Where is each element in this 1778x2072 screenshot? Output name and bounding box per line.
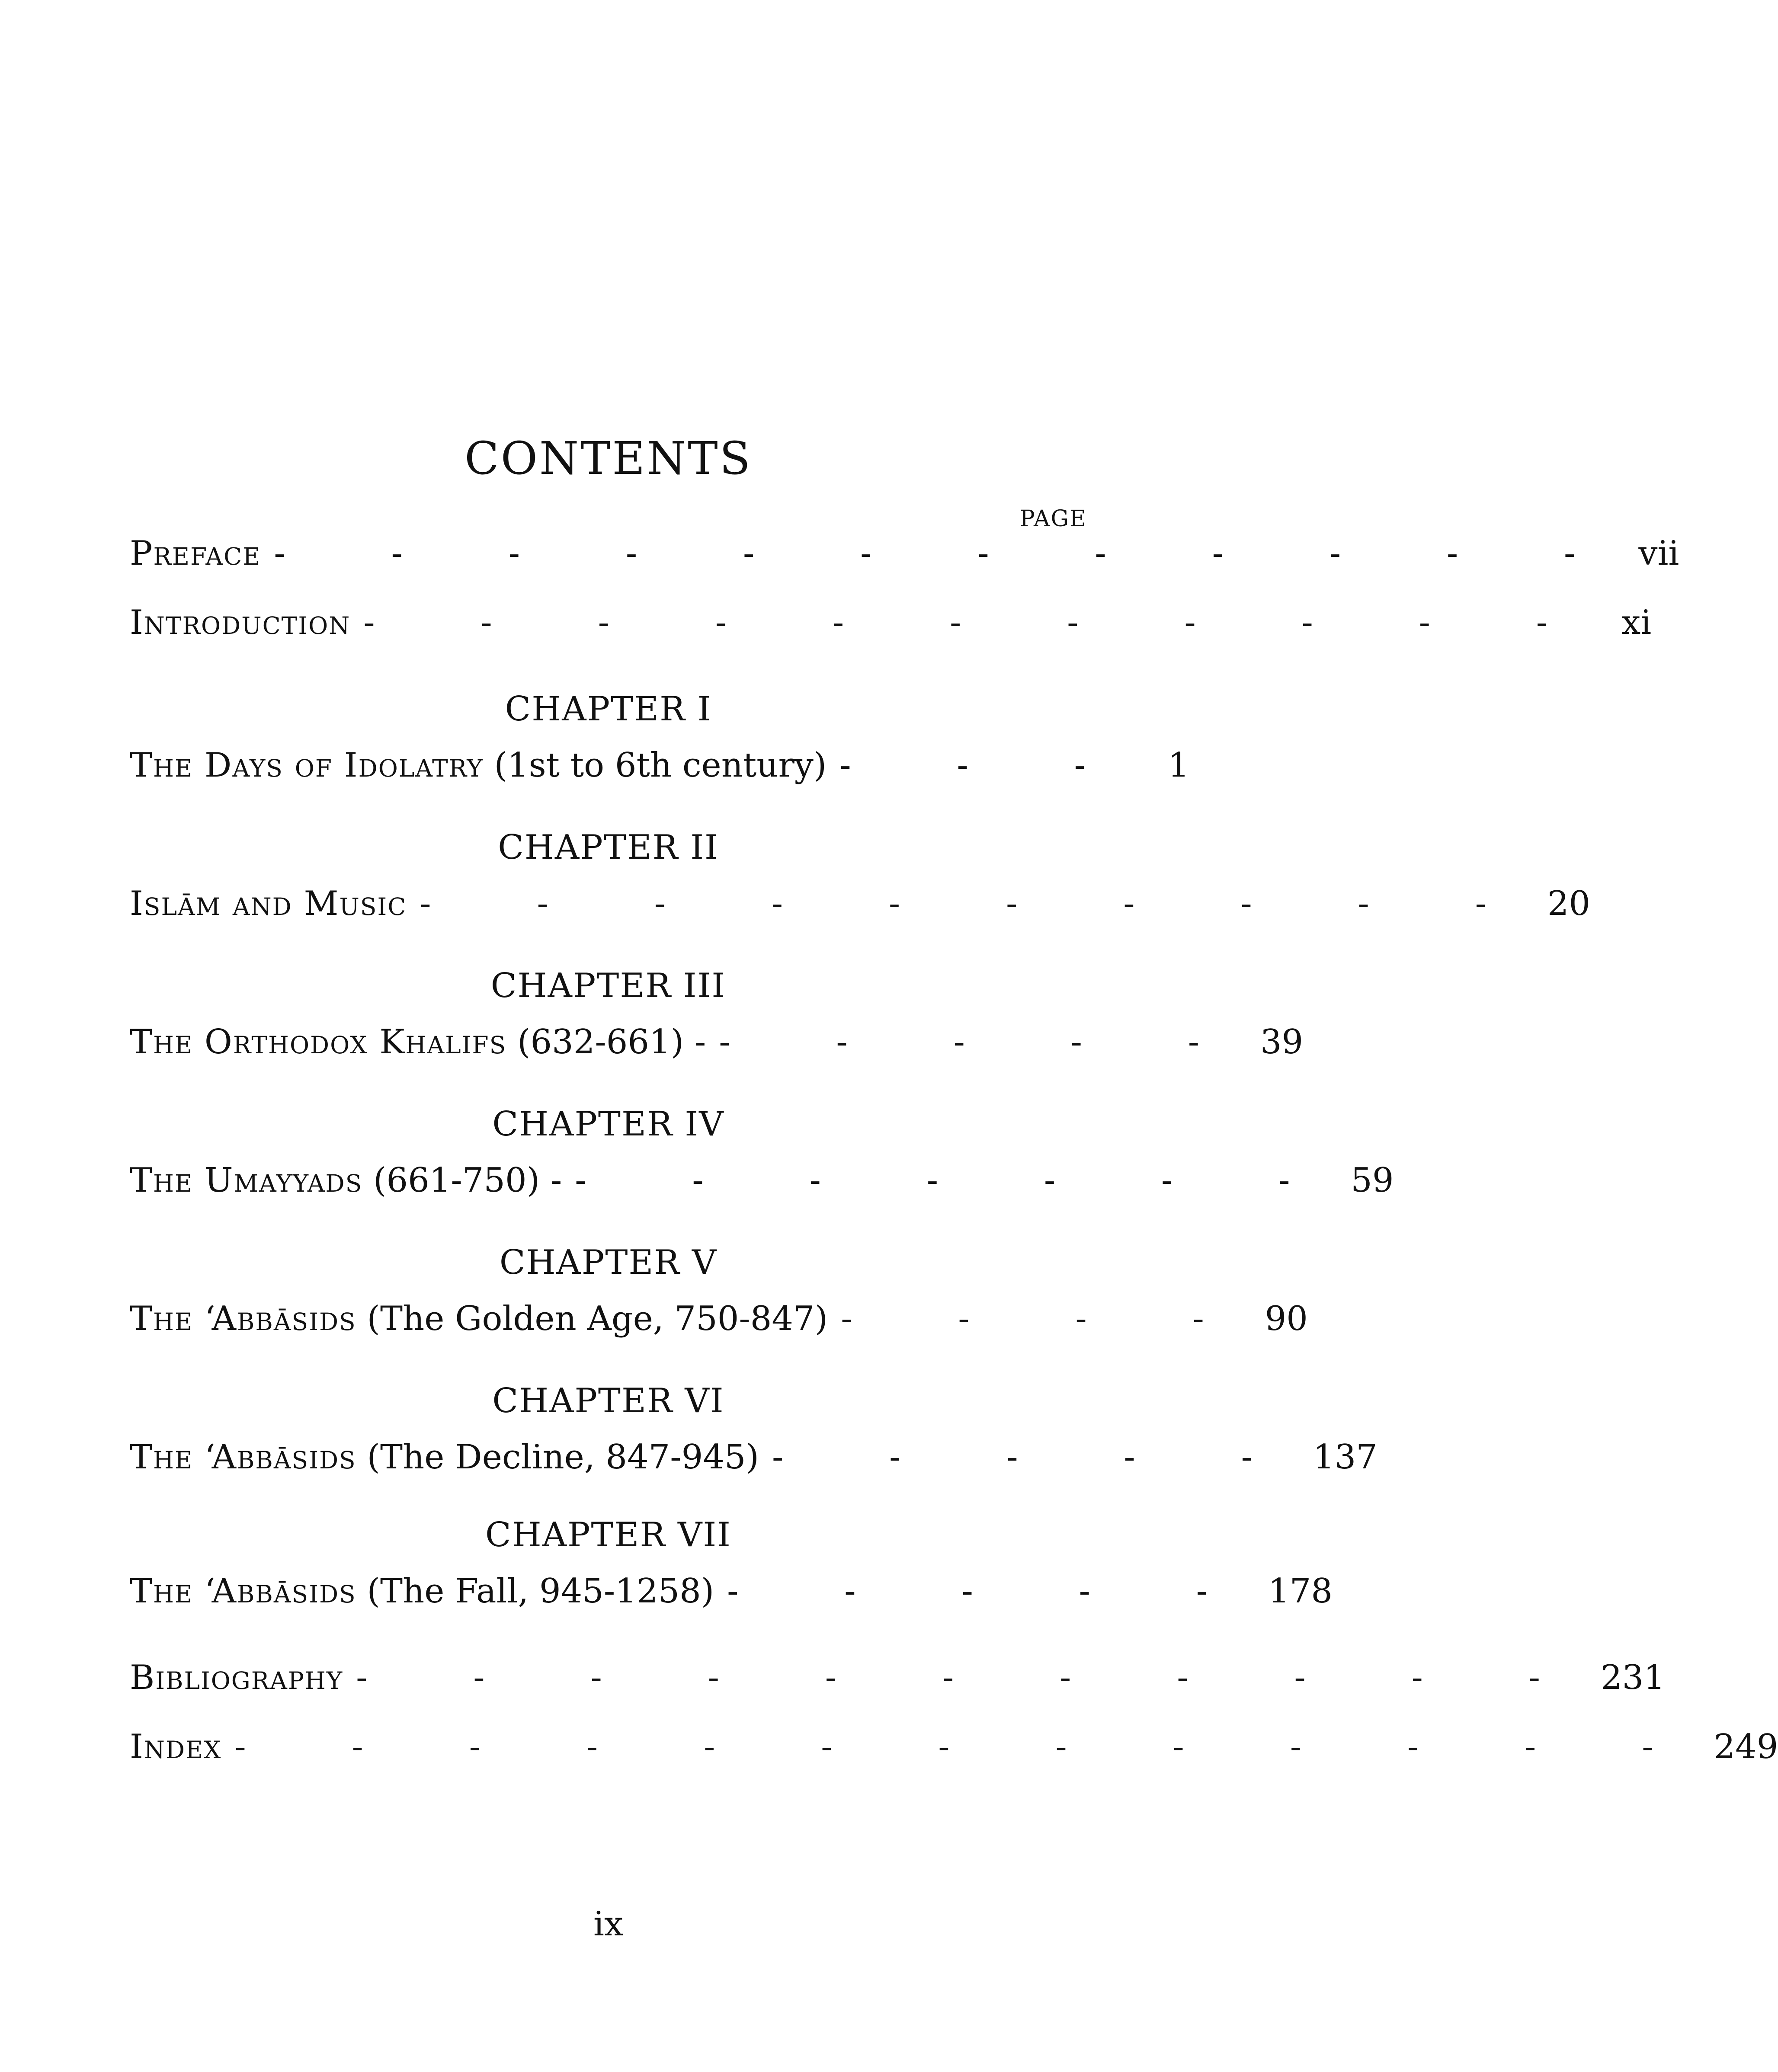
toc-page-number: xi	[1621, 603, 1652, 642]
chapter-heading: CHAPTER IV	[492, 1105, 724, 1144]
leader-dots: - - - - -	[719, 1023, 1247, 1062]
chapter-heading: CHAPTER II	[498, 828, 719, 867]
toc-entry-chapter-6[interactable]	[130, 1436, 1378, 1479]
toc-entry-chapter-4[interactable]	[130, 1159, 1394, 1202]
toc-page-number: 20	[1547, 884, 1590, 923]
toc-entry-chapter-7[interactable]	[130, 1570, 1333, 1613]
toc-entry-title: Index	[130, 1727, 222, 1766]
toc-page-number: vii	[1638, 534, 1679, 573]
chapter-heading: CHAPTER III	[490, 966, 726, 1005]
leader-dots: - - - - -	[727, 1572, 1256, 1611]
toc-entry-chapter-3[interactable]	[130, 1020, 1304, 1064]
leader-dots: - - - - -	[772, 1438, 1300, 1477]
toc-entry-title: The ‘Abbāsids (The Fall, 945-1258)	[130, 1572, 714, 1611]
toc-entry-preface[interactable]	[130, 532, 1679, 575]
toc-entry-chapter-5[interactable]	[130, 1297, 1308, 1340]
toc-entry-title: The ‘Abbāsids (The Decline, 847-945)	[130, 1438, 759, 1477]
page-title: CONTENTS	[465, 432, 752, 485]
chapter-heading: CHAPTER V	[499, 1243, 718, 1282]
leader-dots: - - - - - - -	[575, 1161, 1338, 1200]
toc-entry-title: The ‘Abbāsids (The Golden Age, 750-847)	[130, 1299, 828, 1338]
toc-entry-title: Bibliography	[130, 1658, 343, 1697]
toc-entry-bibliography[interactable]	[130, 1656, 1665, 1699]
leader-dots: - - -	[839, 746, 1133, 785]
leader-dots: - - - - - - - - - - - -	[274, 534, 1623, 573]
toc-entry-introduction[interactable]	[130, 601, 1652, 644]
toc-page-number: 249	[1714, 1727, 1778, 1766]
toc-page-number: 59	[1351, 1161, 1394, 1200]
toc-entry-chapter-1[interactable]	[130, 744, 1189, 787]
toc-entry-index[interactable]	[130, 1725, 1778, 1768]
page-folio: ix	[593, 1905, 623, 1944]
chapter-heading: CHAPTER I	[505, 690, 712, 729]
leader-dots: - - - - - - - - - - -	[356, 1658, 1588, 1697]
toc-page-number: 137	[1313, 1438, 1378, 1477]
toc-entry-title: The Orthodox Khalifs (632-661) -	[130, 1023, 706, 1062]
toc-entry-title: Introduction	[130, 603, 351, 642]
toc-page-number: 39	[1260, 1023, 1304, 1062]
page-column-label: PAGE	[1019, 506, 1087, 532]
toc-page-number: 1	[1168, 746, 1189, 785]
leader-dots: - - - - - - - - - - - - -	[234, 1727, 1701, 1766]
toc-entry-chapter-2[interactable]	[130, 882, 1590, 925]
leader-dots: - - - - - - - - - -	[420, 884, 1534, 923]
toc-page-number: 178	[1268, 1572, 1333, 1611]
toc-entry-title: The Umayyads (661-750) -	[130, 1161, 562, 1200]
toc-entry-title: Islām and Music	[130, 884, 407, 923]
toc-page-number: 90	[1265, 1299, 1308, 1338]
leader-dots: - - - -	[841, 1299, 1252, 1338]
toc-entry-title: Preface	[130, 534, 261, 573]
chapter-heading: CHAPTER VI	[492, 1381, 724, 1420]
leader-dots: - - - - - - - - - - -	[363, 603, 1595, 642]
toc-entry-title: The Days of Idolatry (1st to 6th century)	[130, 746, 827, 785]
chapter-heading: CHAPTER VII	[485, 1516, 731, 1554]
toc-page-number: 231	[1601, 1658, 1665, 1697]
